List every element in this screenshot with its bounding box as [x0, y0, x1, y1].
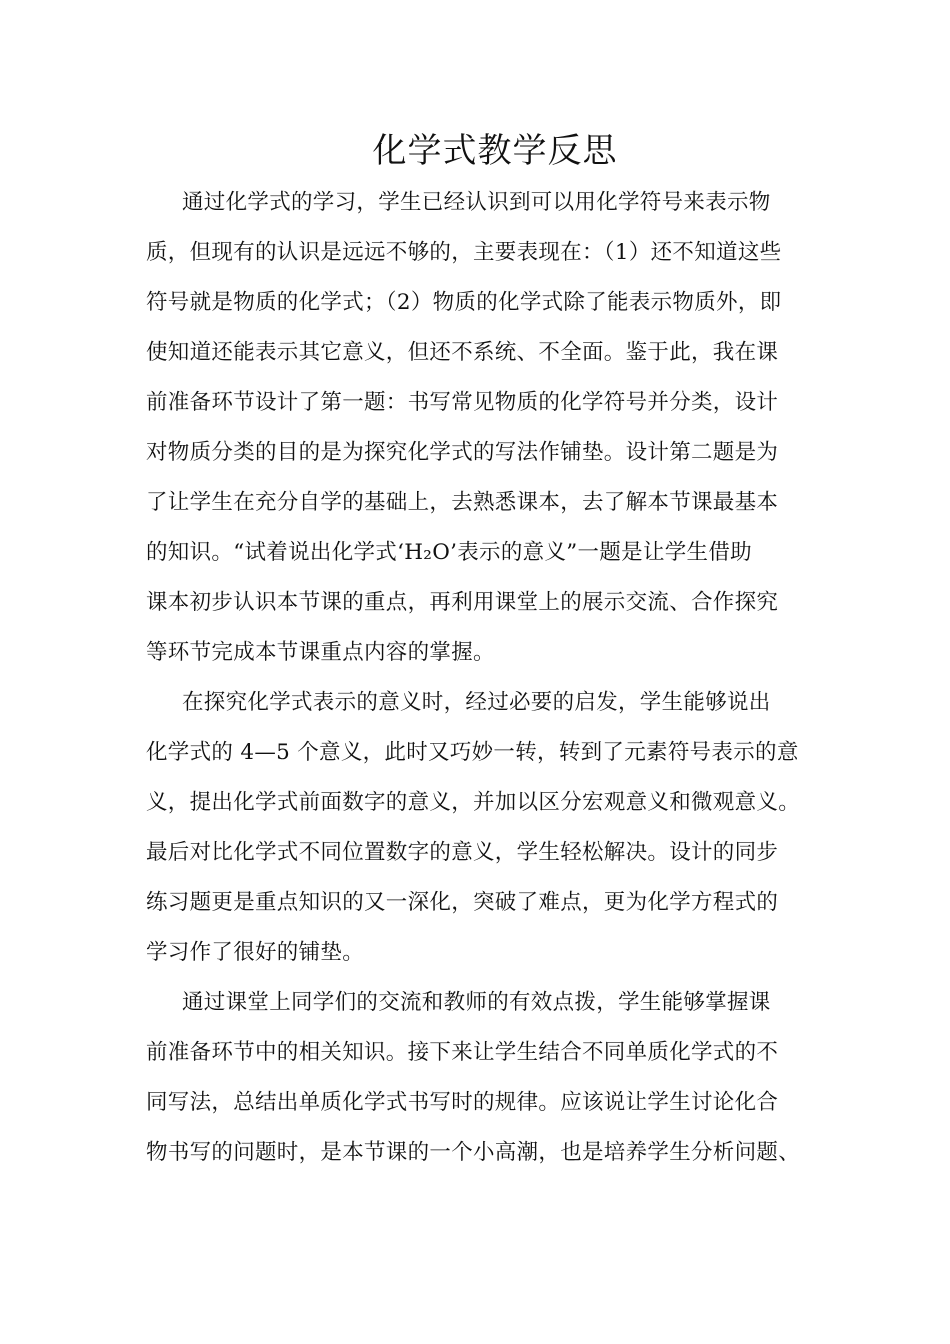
document-body [146, 178, 810, 1178]
paragraph-3 [146, 978, 810, 1178]
paragraph-line: 义，提出化学式前面数字的意义，并加以区分宏观意义和微观意义。 [146, 790, 801, 815]
paragraph-line: 学习作了很好的铺垫。 [146, 940, 365, 965]
paragraph-line: 练习题更是重点知识的又一深化，突破了难点，更为化学方程式的 [146, 890, 779, 915]
paragraph-line: 最后对比化学式不同位置数字的意义，学生轻松解决。设计的同步 [146, 840, 779, 865]
paragraph-line: 同写法，总结出单质化学式书写时的规律。应该说让学生讨论化合 [146, 1090, 779, 1115]
paragraph-line: 的知识。“试着说出化学式‘H₂O’表示的意义”一题是让学生借助 [146, 540, 752, 565]
paragraph-1 [146, 178, 810, 678]
paragraph-line: 通过化学式的学习，学生已经认识到可以用化学符号来表示物 [182, 190, 771, 215]
paragraph-line: 了让学生在充分自学的基础上，去熟悉课本，去了解本节课最基本 [146, 490, 779, 515]
paragraph-line: 符号就是物质的化学式；（2）物质的化学式除了能表示物质外，即 [146, 290, 782, 315]
paragraph-line: 等环节完成本节课重点内容的掌握。 [146, 640, 495, 665]
paragraph-line: 质，但现有的认识是远远不够的，主要表现在：（1）还不知道这些 [146, 240, 782, 265]
paragraph-line: 前准备环节设计了第一题：书写常见物质的化学符号并分类，设计 [146, 390, 779, 415]
paragraph-line: 对物质分类的目的是为探究化学式的写法作铺垫。设计第二题是为 [146, 440, 779, 465]
paragraph-2 [146, 678, 810, 978]
paragraph-line: 使知道还能表示其它意义，但还不系统、不全面。鉴于此，我在课 [146, 340, 779, 365]
paragraph-line: 化学式的 4—5 个意义，此时又巧妙一转，转到了元素符号表示的意 [146, 740, 799, 765]
paragraph-line: 在探究化学式表示的意义时，经过必要的启发，学生能够说出 [182, 690, 771, 715]
paragraph-line: 通过课堂上同学们的交流和教师的有效点拨，学生能够掌握课 [182, 990, 771, 1015]
paragraph-line: 前准备环节中的相关知识。接下来让学生结合不同单质化学式的不 [146, 1040, 779, 1065]
paragraph-line: 物书写的问题时，是本节课的一个小高潮，也是培养学生分析问题、 [146, 1140, 801, 1165]
document-title: 化学式教学反思 [372, 131, 618, 171]
paragraph-line: 课本初步认识本节课的重点，再利用课堂上的展示交流、合作探究 [146, 590, 779, 615]
